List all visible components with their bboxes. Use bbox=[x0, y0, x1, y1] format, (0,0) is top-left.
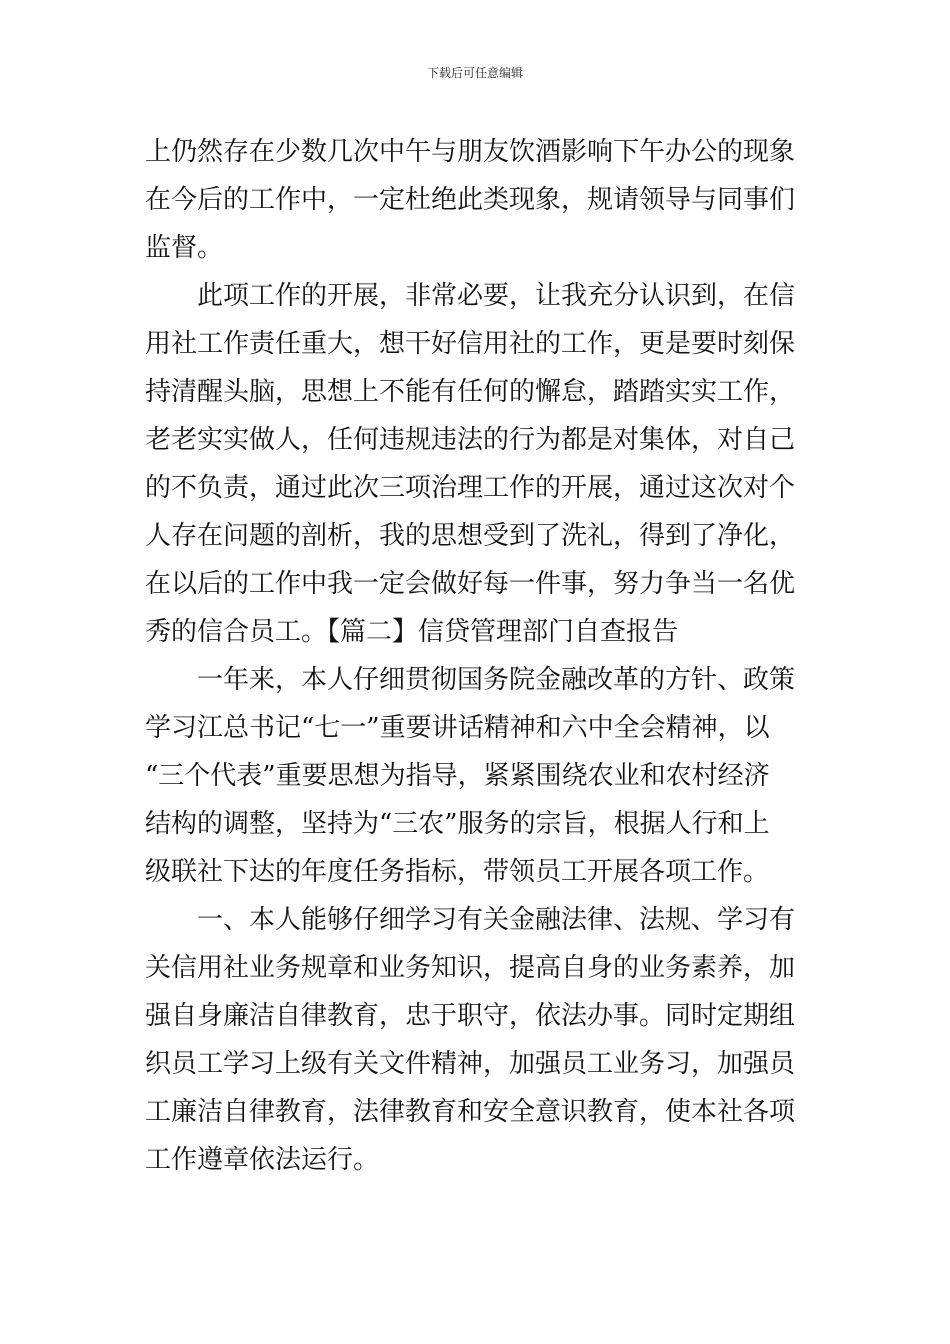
text-line: 的不负责，通过此次三项治理工作的开展，通过这次对个 bbox=[145, 473, 796, 503]
text-line: “三个代表”重要思想为指导，紧紧围绕农业和农村经济 bbox=[145, 761, 770, 791]
text-line: 结构的调整，坚持为“三农”服务的宗旨，根据人行和上 bbox=[145, 809, 770, 839]
text-line: 人存在问题的剖析，我的思想受到了洗礼，得到了净化， bbox=[145, 521, 796, 551]
text-line: 级联社下达的年度任务指标，带领员工开展各项工作。 bbox=[145, 857, 770, 887]
text-line: 织员工学习上级有关文件精神，加强员工业务习，加强员 bbox=[145, 1049, 796, 1079]
paragraph-first-line: 一、本人能够仔细学习有关金融法律、法规、学习有 bbox=[197, 905, 796, 935]
text-line: 老老实实做人，任何违规违法的行为都是对集体，对自己 bbox=[145, 425, 796, 455]
text-line: 秀的信合员工。【篇二】信贷管理部门自查报告 bbox=[145, 617, 679, 647]
text-line: 监督。 bbox=[145, 233, 224, 263]
text-line: 工廉洁自律教育，法律教育和安全意识教育，使本社各项 bbox=[145, 1097, 796, 1127]
text-line: 在今后的工作中，一定杜绝此类现象，规请领导与同事们 bbox=[145, 185, 796, 215]
page-header: 下载后可任意编辑 bbox=[426, 66, 523, 80]
paragraph-first-line: 一年来，本人仔细贯彻国务院金融改革的方针、政策 bbox=[197, 665, 796, 695]
text-line: 在以后的工作中我一定会做好每一件事，努力争当一名优 bbox=[145, 569, 796, 599]
document-body bbox=[145, 128, 810, 1184]
text-line: 关信用社业务规章和业务知识，提高自身的业务素养，加 bbox=[145, 953, 796, 983]
text-line: 上仍然存在少数几次中午与朋友饮酒影响下午办公的现象 bbox=[145, 137, 796, 167]
paragraph-first-line: 此项工作的开展，非常必要，让我充分认识到，在信 bbox=[197, 281, 796, 311]
text-line: 工作遵章依法运行。 bbox=[145, 1145, 380, 1175]
text-line: 用社工作责任重大，想干好信用社的工作，更是要时刻保 bbox=[145, 329, 796, 359]
text-line: 持清醒头脑，思想上不能有任何的懈怠，踏踏实实工作， bbox=[145, 377, 796, 407]
text-line: 学习江总书记“七一”重要讲话精神和六中全会精神，以 bbox=[145, 713, 770, 743]
text-line: 强自身廉洁自律教育，忠于职守，依法办事。同时定期组 bbox=[145, 1001, 796, 1031]
